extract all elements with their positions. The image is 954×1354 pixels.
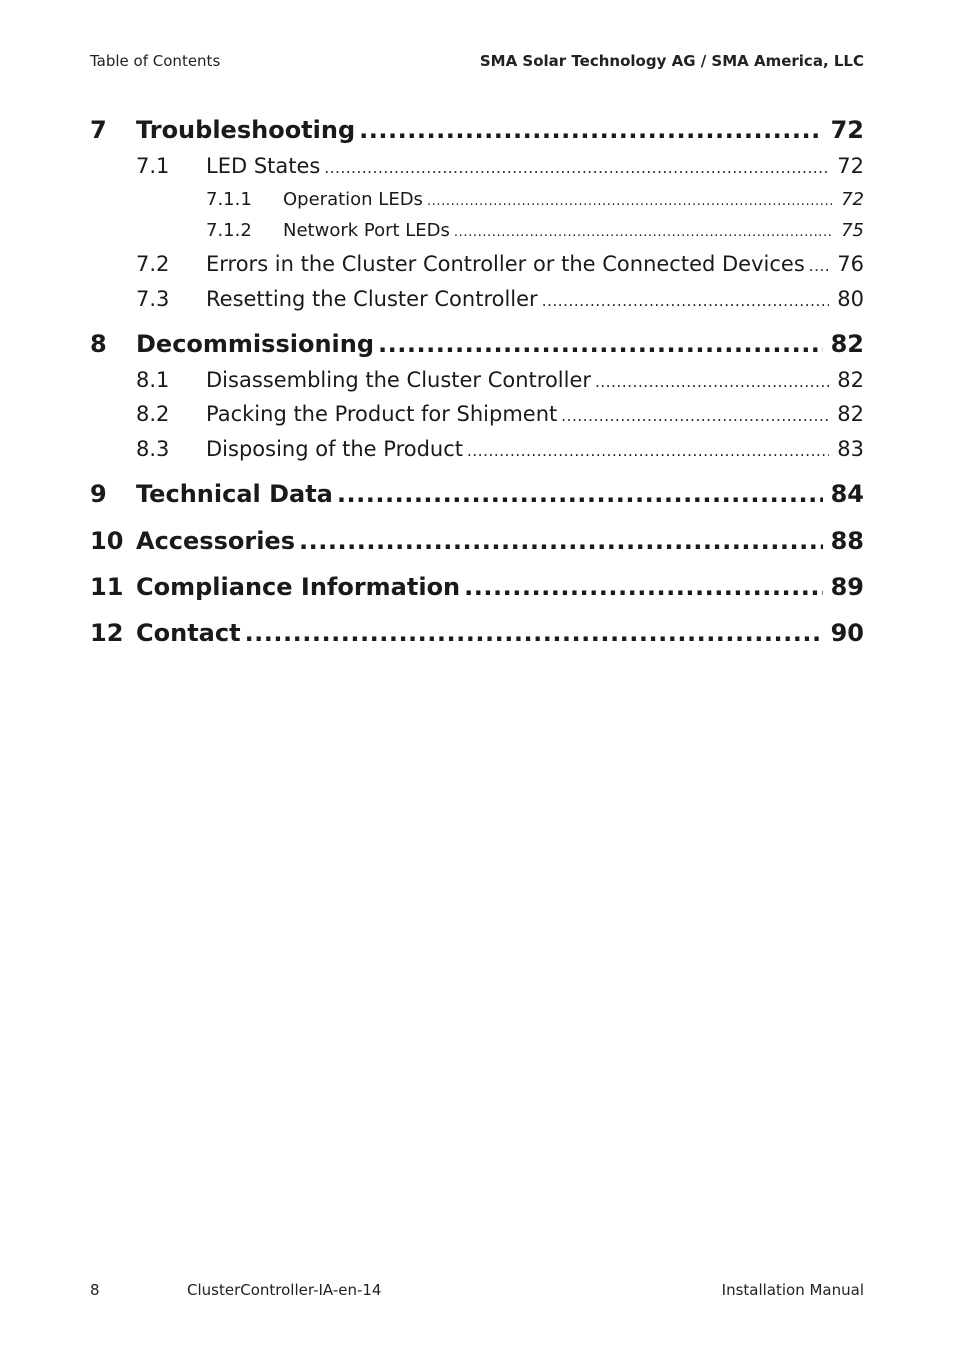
toc-entry-number: 8.3: [136, 437, 170, 461]
dot-leader: [299, 527, 823, 555]
dot-leader: [561, 407, 829, 425]
toc-entry-number: 7.3: [136, 287, 170, 311]
toc-entry-page: 76: [837, 252, 864, 276]
dot-leader: [464, 573, 822, 601]
dot-leader: [427, 194, 833, 209]
toc-entry-title: Disposing of the Product: [206, 437, 464, 461]
toc-entry-title: Accessories: [136, 527, 295, 555]
toc-entry-title: Network Port LEDs: [283, 220, 450, 241]
toc-entry-page: 72: [837, 154, 864, 178]
toc-entry-title: LED States: [206, 154, 321, 178]
toc-entry[interactable]: [90, 116, 864, 144]
toc-entry[interactable]: [90, 252, 864, 276]
toc-entry[interactable]: [90, 573, 864, 601]
toc-entry-page: 82: [837, 368, 864, 392]
dot-leader: [467, 442, 829, 460]
toc-entry-number: 8: [90, 330, 107, 358]
dot-leader: [378, 330, 823, 358]
toc-entry[interactable]: [90, 220, 864, 241]
toc-entry-title: Contact: [136, 619, 241, 647]
dot-leader: [359, 116, 822, 144]
header-section-title: Table of Contents: [90, 52, 221, 70]
toc-entry-title: Decommissioning: [136, 330, 375, 358]
toc-entry[interactable]: [90, 437, 864, 461]
page-footer: [90, 1281, 864, 1299]
toc-entry-number: 8.2: [136, 402, 170, 426]
toc-entry-number: 7.1.1: [206, 189, 252, 210]
toc-entry[interactable]: [90, 154, 864, 178]
toc-entry-page: 84: [830, 480, 864, 508]
toc-entry-page: 72: [830, 116, 864, 144]
toc-entry-number: 9: [90, 480, 107, 508]
toc-entry-number: 10: [90, 527, 124, 555]
toc-entry-page: 82: [830, 330, 864, 358]
toc-entry[interactable]: [90, 402, 864, 426]
toc-entry[interactable]: [90, 189, 864, 210]
toc-entry[interactable]: [90, 527, 864, 555]
toc-entry-number: 7.1.2: [206, 220, 252, 241]
header-company: SMA Solar Technology AG / SMA America, LLC: [479, 52, 864, 70]
toc-entry-page: 80: [837, 287, 864, 311]
footer-left: [90, 1281, 381, 1299]
toc-entry-page: 75: [841, 220, 864, 241]
toc-entry-title: Technical Data: [136, 480, 333, 508]
toc-entry-number: 7.2: [136, 252, 170, 276]
toc-entry-title: Disassembling the Cluster Controller: [206, 368, 592, 392]
dot-leader: [324, 159, 829, 177]
toc-entry-number: 11: [90, 573, 124, 601]
toc-entry-number: 7.1: [136, 154, 170, 178]
toc-entry[interactable]: [90, 619, 864, 647]
toc-entry-title: Compliance Information: [136, 573, 461, 601]
toc-entry-title: Operation LEDs: [283, 189, 423, 210]
toc-entry[interactable]: [90, 330, 864, 358]
toc-entry-title: Errors in the Cluster Controller or the Connected Devices: [206, 252, 805, 276]
toc-entry[interactable]: [90, 480, 864, 508]
toc-entry-title: Troubleshooting: [136, 116, 356, 144]
toc-entry[interactable]: [90, 287, 864, 311]
toc-entry-page: 88: [830, 527, 864, 555]
dot-leader: [245, 619, 823, 647]
toc-entry-page: 83: [837, 437, 864, 461]
page-number: 8: [90, 1281, 100, 1299]
dot-leader: [595, 373, 829, 391]
toc-entry-page: 72: [841, 189, 864, 210]
dot-leader: [809, 257, 830, 275]
document-id: ClusterController-IA-en-14: [187, 1281, 382, 1299]
page-header: [90, 52, 864, 70]
dot-leader: [337, 480, 823, 508]
toc-entry-page: 82: [837, 402, 864, 426]
toc-entry-number: 8.1: [136, 368, 170, 392]
toc-entry-page: 89: [830, 573, 864, 601]
toc-entry-page: 90: [830, 619, 864, 647]
toc-entry-number: 12: [90, 619, 124, 647]
toc-entry-number: 7: [90, 116, 107, 144]
dot-leader: [542, 292, 830, 310]
toc-entry-title: Resetting the Cluster Controller: [206, 287, 538, 311]
document-type: Installation Manual: [721, 1281, 864, 1299]
dot-leader: [454, 225, 833, 240]
toc-entry[interactable]: [90, 368, 864, 392]
toc-entry-title: Packing the Product for Shipment: [206, 402, 558, 426]
